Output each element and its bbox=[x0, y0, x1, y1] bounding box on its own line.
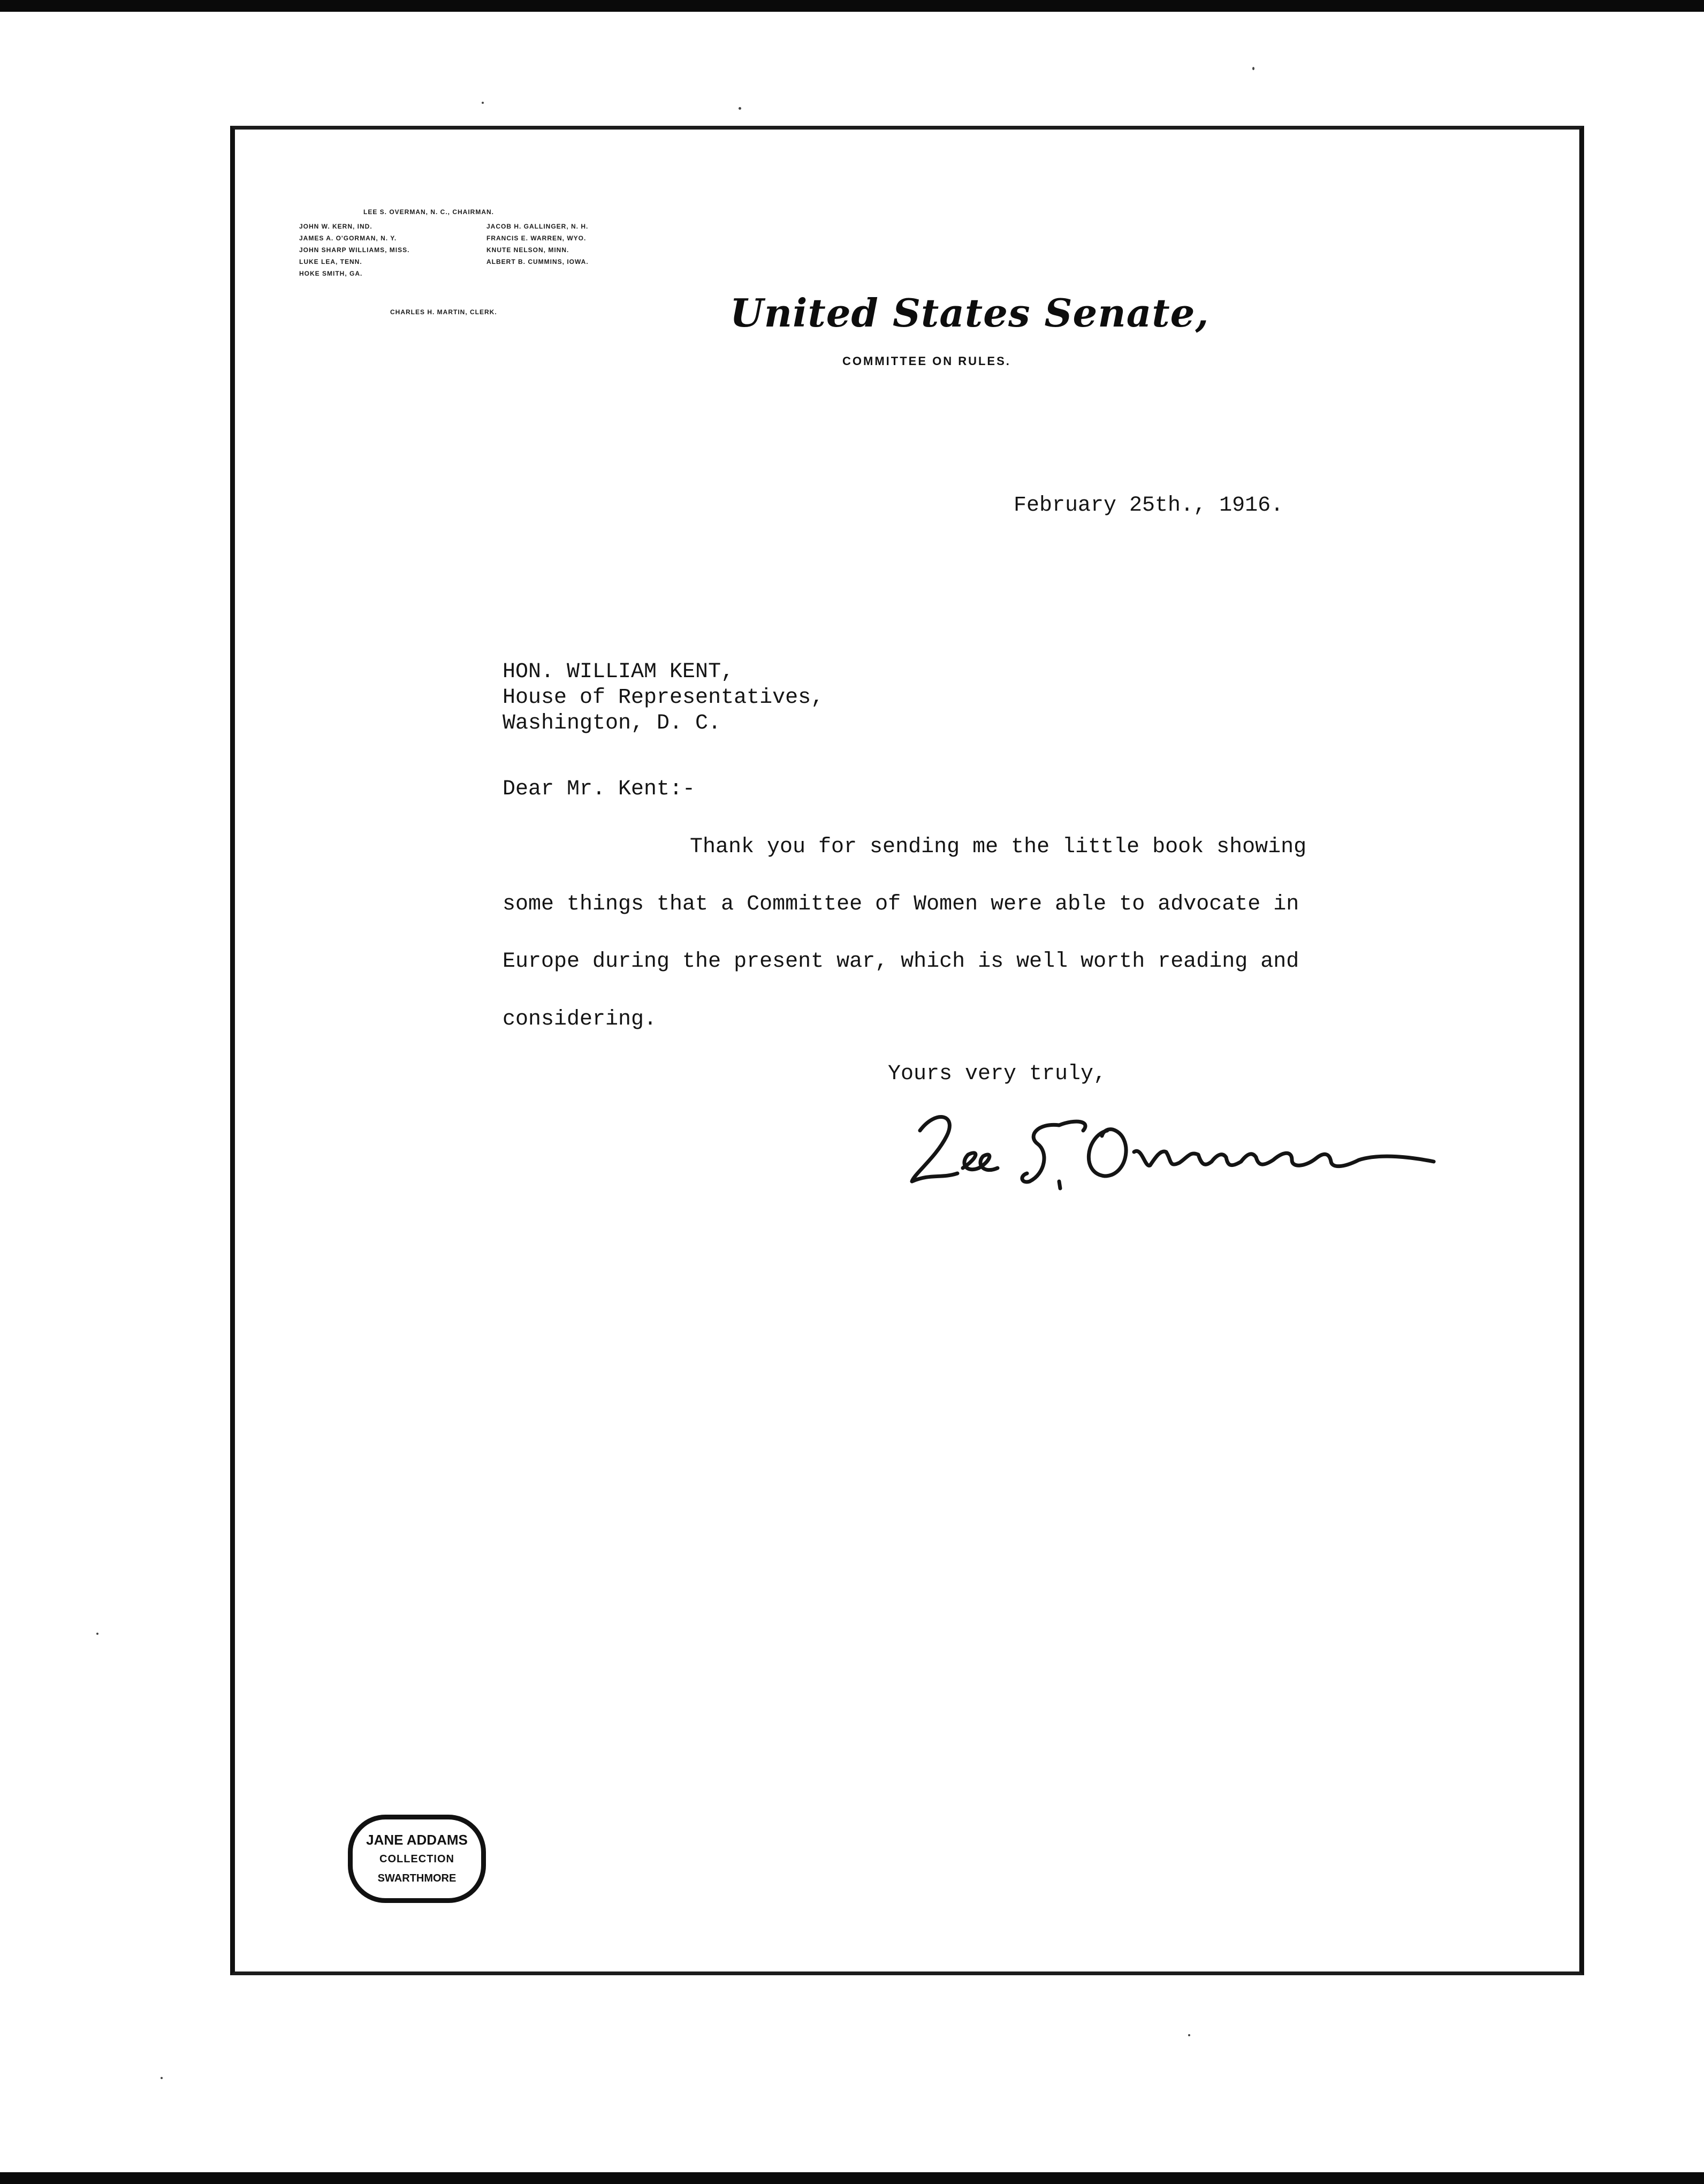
letterhead-subtitle: COMMITTEE ON RULES. bbox=[842, 354, 1011, 368]
salutation: Dear Mr. Kent:- bbox=[503, 777, 696, 801]
scan-speck bbox=[1188, 2034, 1190, 2036]
member-name: KNUTE NELSON, MINN. bbox=[486, 246, 569, 254]
letterhead-title: United States Senate, bbox=[730, 290, 1209, 336]
body-line: some things that a Committee of Women were able to advocate in bbox=[503, 892, 1299, 916]
member-name: JAMES A. O'GORMAN, N. Y. bbox=[299, 234, 397, 242]
member-name: JOHN W. KERN, IND. bbox=[299, 223, 372, 230]
body-line: considering. bbox=[503, 1007, 657, 1032]
scan-speck bbox=[96, 1633, 98, 1635]
letterhead-clerk: CHARLES H. MARTIN, CLERK. bbox=[390, 308, 497, 316]
letterhead-members-right bbox=[486, 221, 589, 268]
stamp-line: COLLECTION bbox=[379, 1853, 454, 1865]
letterhead-chairman: LEE S. OVERMAN, N. C., CHAIRMAN. bbox=[363, 208, 495, 216]
member-name: HOKE SMITH, GA. bbox=[299, 270, 363, 277]
body-line: Thank you for sending me the little book showing bbox=[690, 835, 1307, 859]
recipient-line: House of Representatives, bbox=[503, 686, 824, 710]
closing: Yours very truly, bbox=[888, 1062, 1107, 1086]
scan-border-bottom bbox=[0, 2172, 1704, 2184]
scan-speck bbox=[482, 102, 484, 104]
member-name: JOHN SHARP WILLIAMS, MISS. bbox=[299, 246, 410, 254]
stamp-line: JANE ADDAMS bbox=[366, 1831, 468, 1848]
letter-sheet bbox=[230, 126, 1584, 1975]
handwritten-signature bbox=[899, 1093, 1444, 1200]
member-name: JACOB H. GALLINGER, N. H. bbox=[486, 223, 589, 230]
body-line: Europe during the present war, which is well worth reading and bbox=[503, 950, 1299, 974]
letterhead-members-left bbox=[299, 221, 409, 279]
member-name: FRANCIS E. WARREN, WYO. bbox=[486, 234, 587, 242]
member-name: LUKE LEA, TENN. bbox=[299, 258, 362, 266]
scan-border-top bbox=[0, 0, 1704, 12]
scan-speck bbox=[161, 2077, 163, 2079]
collection-stamp bbox=[348, 1815, 486, 1903]
scan-speck bbox=[1252, 67, 1254, 70]
recipient-line: HON. WILLIAM KENT, bbox=[503, 660, 734, 684]
member-name: ALBERT B. CUMMINS, IOWA. bbox=[486, 258, 589, 266]
recipient-block bbox=[503, 659, 824, 737]
scan-speck bbox=[739, 107, 741, 110]
stamp-line: SWARTHMORE bbox=[377, 1872, 457, 1884]
recipient-line: Washington, D. C. bbox=[503, 711, 721, 735]
letter-date: February 25th., 1916. bbox=[1014, 494, 1284, 518]
